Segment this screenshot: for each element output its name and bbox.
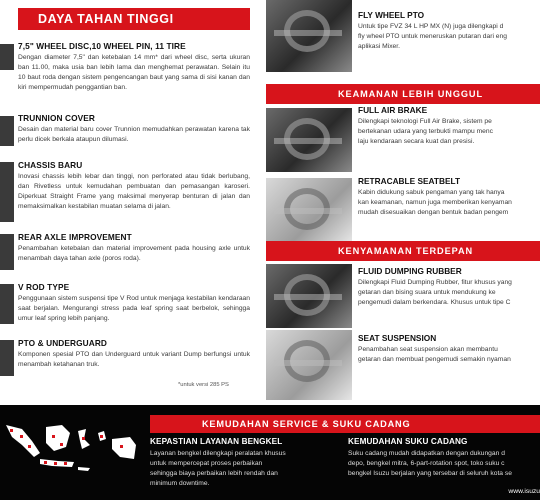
- column-heading: KEMUDAHAN SUKU CADANG: [348, 437, 468, 446]
- flywheel-photo: [266, 0, 352, 72]
- axle-image: [0, 234, 14, 270]
- column-line: untuk mempercepat proses perbaikan: [150, 460, 263, 467]
- rubber-photo: [266, 264, 352, 328]
- feature-heading: FULL AIR BRAKE: [358, 105, 428, 115]
- spec-heading: CHASSIS BARU: [18, 160, 83, 170]
- section-header-comfort: [266, 241, 540, 261]
- seat-photo: [266, 330, 352, 400]
- feature-line: laju kendaraan secara kuat dan presisi.: [358, 137, 475, 145]
- feature-line: bertekanan udara yang terbukti mampu menc: [358, 127, 493, 135]
- section-title: KEMUDAHAN SERVICE & SUKU CADANG: [202, 419, 411, 429]
- spec-body: Inovasi chassis lebih lebar dan tinggi, non perforated atau tidak berlubang, dan Rivetless untuk kemudahan pembuatan dan pemasangan karoseri. Diperkuat Straight Frame yang maksimal menyerap benturan di jalan dan memaksimalkan kestabilan muatan selama di jalan.: [18, 173, 250, 210]
- spec-trunnion: [18, 113, 250, 145]
- service-column: [150, 437, 286, 489]
- feature-heading: FLY WHEEL PTO: [358, 10, 425, 20]
- parts-column: [348, 437, 512, 479]
- pto-image: [0, 340, 14, 376]
- left-column: [0, 0, 252, 405]
- feature-heading: RETRACABLE SEATBELT: [358, 176, 461, 186]
- website-link[interactable]: www.isuzu: [508, 488, 540, 495]
- feature-line: Untuk tipe FVZ 34 L HP MX (N) juga dilengkapi d: [358, 23, 504, 30]
- spec-heading: V ROD TYPE: [18, 282, 70, 292]
- column-line: minimum downtime.: [150, 480, 210, 487]
- spec-heading: TRUNNION COVER: [18, 113, 95, 123]
- feature-line: kan keamanan, namun juga memberikan kenyaman: [358, 198, 512, 206]
- brake-photo: [266, 108, 352, 172]
- column-line: depo, bengkel mitra, 6-part-rotation spot, toko suku c: [348, 460, 505, 467]
- spec-heading: REAR AXLE IMPROVEMENT: [18, 232, 132, 242]
- spec-pto-underguard: [18, 338, 250, 370]
- feature-line: fly wheel PTO untuk meneruskan putaran dari eng: [358, 32, 507, 40]
- spec-chassis: [18, 160, 250, 212]
- indonesia-map-icon: [0, 415, 140, 495]
- wheel-image: [0, 44, 14, 70]
- feature-line: getaran dan membuat pengemudi semakin nyaman: [358, 355, 511, 363]
- spec-body: Dengan diameter 7,5" dan ketebalan 14 mm* dari wheel disc, serta ukuran ban 11.00, maka usia ban lebih lama dan menghemat perawatan. Selain itu 10 baut roda dengan sistem pengencangan baut yang sama di sisi kanan dan kiri mempermudah penggantian ban.: [18, 54, 250, 91]
- seatbelt-photo: [266, 178, 352, 242]
- feature-heading: FLUID DUMPING RUBBER: [358, 266, 462, 276]
- column-line: sehingga biaya perbaikan lebih rendah dan: [150, 470, 278, 477]
- section-header-safety: [266, 84, 540, 104]
- spec-heading: PTO & UNDERGUARD: [18, 338, 108, 348]
- section-header-service: [150, 415, 540, 433]
- feature-line: Dilengkapi Fluid Dumping Rubber, fitur khusus yang: [358, 279, 512, 286]
- spec-body: Desain dan material baru cover Trunnion memudahkan perawatan karena tak perlu dicek berkala ataupun dilumasi.: [18, 126, 250, 143]
- column-heading: KEPASTIAN LAYANAN BENGKEL: [150, 437, 283, 446]
- feature-line: pengemudi dalam berkendara. Khusus untuk tipe C: [358, 298, 511, 306]
- feature-line: aplikasi Mixer.: [358, 42, 400, 50]
- feature-rubber: [358, 266, 540, 308]
- feature-brake: [358, 105, 540, 147]
- column-line: bengkel Isuzu berjalan yang tersebar di seluruh kota se: [348, 470, 512, 477]
- column-line: Suku cadang mudah didapatkan dengan dukungan d: [348, 450, 505, 457]
- trunnion-image: [0, 116, 14, 146]
- service-footer: [0, 405, 540, 500]
- feature-line: Dilengkapi teknologi Full Air Brake, sistem pe: [358, 118, 492, 125]
- right-column: [262, 0, 540, 405]
- spec-body: Komponen spesial PTO dan Underguard untuk variant Dump berfungsi untuk menambah ketahanan truk.: [18, 351, 250, 368]
- spec-wheel: [18, 41, 250, 93]
- feature-line: Kabin didukung sabuk pengaman yang tak hanya: [358, 189, 505, 196]
- spec-v-rod: [18, 282, 250, 324]
- chassis-image: [0, 162, 14, 222]
- footnote: *untuk versi 285 PS: [178, 382, 229, 388]
- section-header-durability: [18, 8, 250, 30]
- section-title: KENYAMANAN TERDEPAN: [338, 246, 474, 256]
- feature-heading: SEAT SUSPENSION: [358, 333, 437, 343]
- vrod-image: [0, 284, 14, 324]
- feature-flywheel: [358, 10, 540, 52]
- column-line: Layanan bengkel dilengkapi peralatan khusus: [150, 450, 286, 457]
- spec-heading: 7,5" WHEEL DISC,10 WHEEL PIN, 11 TIRE: [18, 41, 186, 51]
- spec-body: Penambahan ketebalan dan material improvement pada housing axle untuk menambah daya tahan axle (poros roda).: [18, 245, 250, 262]
- feature-line: Penambahan seat suspension akan membantu: [358, 346, 498, 353]
- feature-seatbelt: [358, 176, 540, 218]
- spec-body: Penggunaan sistem suspensi tipe V Rod untuk menjaga kestabilan kendaraan saat berjalan. Mengurangi stress pada leaf spring saat berbelok, sehingga umur leaf spring lebih panjang.: [18, 295, 250, 322]
- feature-line: mudah disesuaikan dengan bentuk badan pengem: [358, 208, 509, 216]
- feature-seat-suspension: [358, 333, 540, 365]
- spec-rear-axle: [18, 232, 250, 264]
- feature-line: getaran dan bising suara untuk mendukung ke: [358, 288, 496, 296]
- section-title: DAYA TAHAN TINGGI: [38, 12, 174, 26]
- section-title: KEAMANAN LEBIH UNGGUL: [338, 89, 483, 99]
